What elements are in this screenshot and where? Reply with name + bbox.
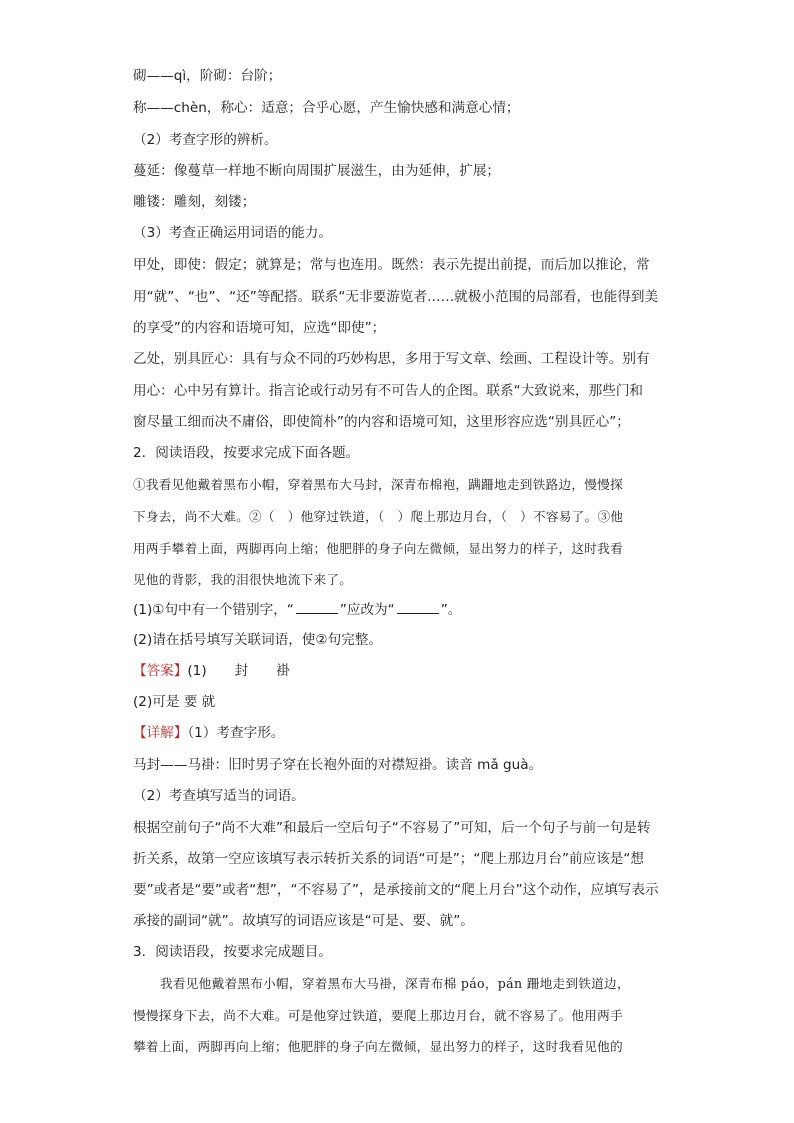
passage-line: 见他的背影，我的泪很快地流下来了。	[133, 572, 353, 587]
text-line: 砌——qì，阶砌：台阶；	[133, 68, 282, 84]
question-2: (2)请在括号填写关联词语，使②句完整。	[133, 632, 382, 648]
passage-line: ①我看见他戴着黑布小帽，穿着黑布大马封，深青布棉袍，蹒跚地走到铁路边，慢慢探	[133, 477, 623, 492]
question-1-text-a: (1)①句中有一个错别字，“	[133, 602, 294, 618]
text-line: 的享受”的内容和语境可知，应选“即使”；	[133, 320, 386, 336]
text-line: 折关系，故第一空应该填写表示转折关系的词语“可是”；“爬上那边月台”前应该是“想	[133, 851, 644, 867]
passage-line: 我看见他戴着黑布小帽，穿着黑布大马褂，深青布棉 páo，pán 跚地走到铁道边，	[160, 976, 630, 991]
answer-line	[133, 661, 290, 681]
answer-2: (2)可是 要 就	[133, 694, 216, 710]
detail-line	[133, 723, 284, 743]
question-heading: 2．阅读语段，按要求完成下面各题。	[133, 445, 360, 461]
text-line: 蔓延：像蔓草一样地不断向周围扩展滋生，由为延伸，扩展；	[133, 163, 501, 179]
question-1-text-b: ”应改为“	[339, 602, 395, 618]
question-1-text-c: ”。	[440, 602, 462, 618]
answer-blank	[397, 601, 439, 614]
text-line: 称——chèn，称心：适意；合乎心愿，产生愉快感和满意心情；	[133, 100, 520, 116]
answer-1-wrong-char: 封	[234, 663, 249, 679]
detail-1-text: （1）考查字形。	[187, 725, 285, 741]
question-1	[133, 600, 461, 620]
answer-1-correct-char: 褂	[276, 663, 290, 679]
passage-line: 慢慢探身下去，尚不大难。可是他穿过铁道，要爬上那边月台，就不容易了。他用两手	[133, 1008, 623, 1023]
text-line: 用心：心中另有算计。指言论或行动另有不可告人的企图。联系“大致说来，那些门和	[133, 383, 644, 399]
text-line: 甲处，即使：假定；就算是；常与也连用。既然：表示先提出前提，而后加以推论，常	[133, 257, 650, 273]
passage-line: 用两手攀着上面，两脚再向上缩；他肥胖的身子向左微倾，显出努力的样子，这时我看	[133, 541, 623, 556]
text-line: （3）考查正确运用词语的能力。	[133, 225, 332, 241]
question-heading: 3．阅读语段，按要求完成题目。	[133, 944, 332, 960]
passage-line: 下身去，尚不大难。②（ ）他穿过铁道，（ ）爬上那边月台，（ ）不容易了。③他	[133, 509, 624, 524]
answer-1-number: (1)	[187, 663, 207, 679]
text-line: （2）考查字形的辨析。	[133, 132, 278, 148]
text-line: 根据空前句子“尚不大难”和最后一空后句子“不容易了”可知，后一个句子与前一句是转	[133, 820, 651, 836]
text-line: 承接的副词“就”。故填写的词语应该是“可是、要、就”。	[133, 913, 474, 929]
text-line: 乙处，别具匠心：具有与众不同的巧妙构思，多用于写文章、绘画、工程设计等。别有	[133, 351, 650, 367]
text-line: 马封——马褂：旧时男子穿在长袍外面的对襟短褂。读音 mǎ guà。	[133, 757, 543, 773]
text-line: 窗尽量工细而决不庸俗，即使简朴”的内容和语境可知，这里形容应选“别具匠心”；	[133, 414, 630, 430]
text-line: 用“就”、“也”、“还”等配搭。联系“无非要游览者……就极小范围的局部看，也能得到美	[133, 289, 659, 305]
text-line: （2）考查填写适当的词语。	[133, 788, 305, 804]
text-line: 要”或者是“要”或者“想”，“不容易了”，是承接前文的“爬上月台”这个动作，应填写表示	[133, 882, 659, 898]
passage-line: 攀着上面，两脚再向上缩；他肥胖的身子向左微倾，显出努力的样子，这时我看见他的	[133, 1039, 623, 1054]
answer-blank	[296, 601, 338, 614]
answer-tag: 【答案】	[133, 663, 188, 679]
text-line: 雕镂：雕刻，刻镂；	[133, 194, 256, 210]
detail-tag: 【详解】	[133, 725, 188, 741]
